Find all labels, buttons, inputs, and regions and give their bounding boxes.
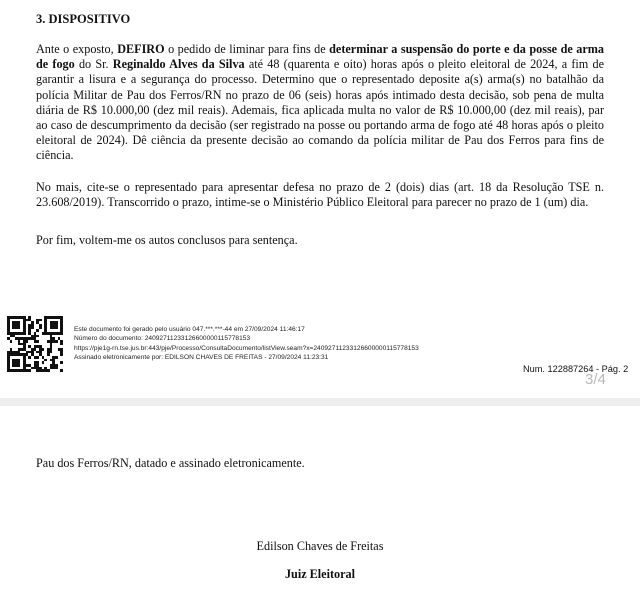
meta-url-line[interactable]: https://pje1g-rn.tse.jus.br:443/pje/Processo/ConsultaDocumento/listView.seam?x=24092711233126600000115778153 bbox=[74, 344, 419, 352]
bold-deferral: DEFIRO bbox=[117, 42, 165, 56]
text-run: Ante o exposto, bbox=[36, 42, 118, 56]
qr-code-icon bbox=[7, 316, 63, 372]
text-run: até 48 (quarenta e oito) horas após o pleito eleitoral de 2024, a fim de garantir a lisura e a segurança do processo. Determino que o representado deposite a(s) arma(s) no batalhão da polícia Militar de Pau dos Ferros/RN no prazo de 06 (seis) horas após intimado desta decisão, sob pena de multa diária de R$ 10.000,00 (dez mil reais). Ademais, fica aplicada multa no valor de R$ 10.000,00 (dez mil reais), par ao caso de descumprimento da decisão (ser registrado na posse ou portando arma de fogo até 48 horas após o pleito eleitoral de 2024). Dê ciência da presente decisão ao comando da polícia militar de Pau dos Ferros para fins de ciência. bbox=[36, 57, 604, 163]
bold-determination: determinar a suspensão do porte e da posse de arma de fogo bbox=[36, 42, 604, 72]
bold-person-name: Reginaldo Alves da Silva bbox=[112, 57, 245, 72]
page-indicator: 3/4 bbox=[585, 371, 606, 388]
text-run: o pedido de liminar para fins de bbox=[164, 42, 330, 56]
text-run: do Sr. bbox=[74, 57, 113, 72]
final-paragraph: Por fim, voltem-me os autos conclusos para sentença. bbox=[36, 233, 298, 247]
section-heading: 3. DISPOSITIVO bbox=[36, 12, 131, 26]
meta-signature-line: Assinado eletronicamente por: EDILSON CHAVES DE FREITAS - 27/09/2024 11:23:31 bbox=[74, 354, 329, 362]
meta-generated-line: Este documento foi gerado pelo usuário 047.***.***-44 em 27/09/2024 11:46:17 bbox=[74, 326, 305, 333]
decision-paragraph bbox=[36, 42, 604, 164]
document-metadata bbox=[74, 325, 419, 363]
citation-paragraph: No mais, cite-se o representado para apresentar defesa no prazo de 2 (dois) dias (art. 18 da Resolução TSE n. 23.608/2019). Transcorrido o prazo, intime-se o Ministério Público Eleitoral para parecer no prazo de 1 (um) dia. bbox=[36, 180, 604, 210]
signature-role: Juiz Eleitoral bbox=[284, 567, 356, 581]
document-page-number: Num. 122887264 - Pág. 2 bbox=[523, 364, 629, 374]
page-separator bbox=[0, 398, 640, 406]
signature-name: Edilson Chaves de Freitas bbox=[256, 539, 384, 553]
closing-line: Pau dos Ferros/RN, datado e assinado eletronicamente. bbox=[36, 456, 305, 470]
meta-document-number: Número do documento: 24092711233126600000115778153 bbox=[74, 335, 251, 343]
